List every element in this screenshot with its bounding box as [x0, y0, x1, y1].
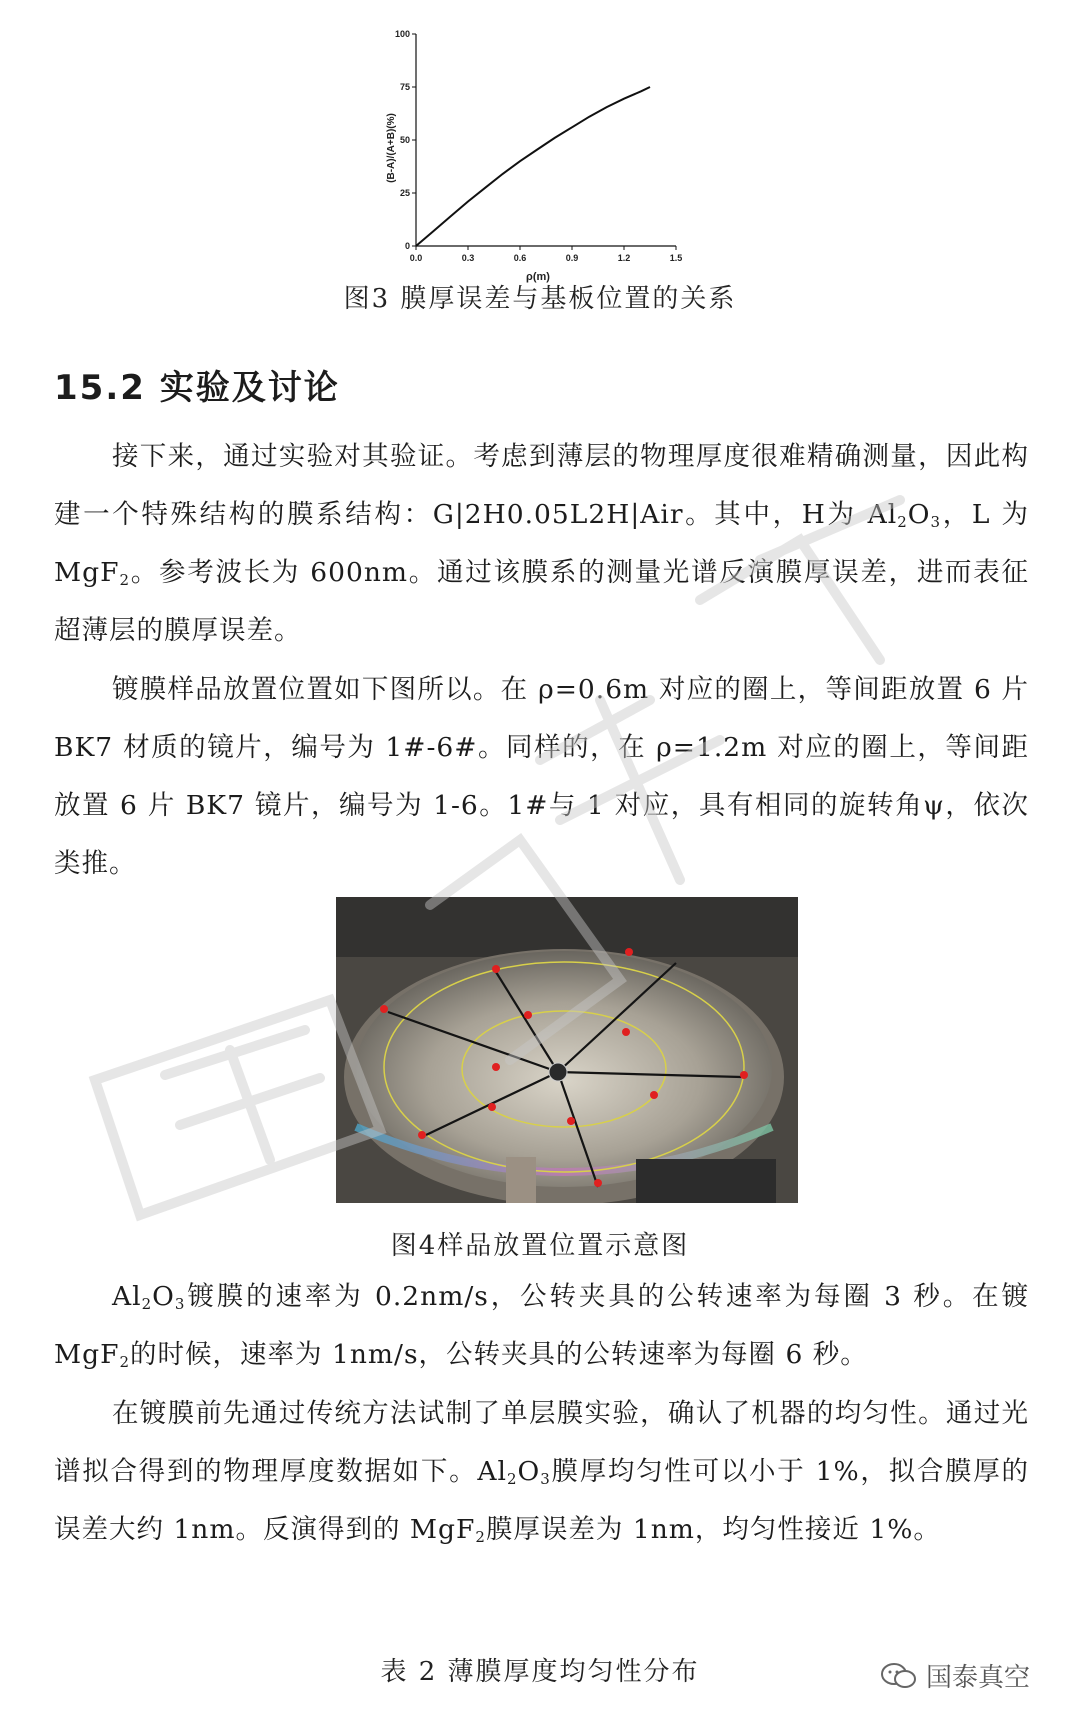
- y-tick-label: 25: [399, 188, 410, 198]
- x-tick-label: 1.5: [669, 253, 683, 263]
- x-tick-label: 0.6: [513, 253, 527, 263]
- y-tick-label: 100: [394, 29, 410, 39]
- paragraph-2: 镀膜样品放置位置如下图所以。在 ρ=0.6m 对应的圈上，等间距放置 6 片 BK7 材质的镜片，编号为 1#-6#。同样的，在 ρ=1.2m 对应的圈上，等间距放置 6 片 BK7 镜片，编号为 1-6。1#与 1 对应，具有相同的旋转角ψ，依次类推。: [54, 674, 1029, 879]
- x-tick-label: 0.3: [461, 253, 475, 263]
- figure-3-chart: [380, 18, 740, 290]
- paragraph-3: $Al_2O_3$镀膜的速率为 0.2nm/s，公转夹具的公转速率为每圈 3 秒。在镀 MgF$_2$的时候，速率为 1nm/s，公转夹具的公转速率为每圈 6 秒。: [54, 1281, 1029, 1371]
- series-line: [416, 87, 650, 246]
- x-axis-label: ρ(m): [526, 271, 550, 283]
- table-2-caption: 表 2 薄膜厚度均匀性分布: [380, 1657, 700, 1687]
- figure-4-caption: 图4样品放置位置示意图: [390, 1231, 690, 1261]
- y-tick-label: 50: [399, 135, 410, 145]
- paragraph-4: 在镀膜前先通过传统方法试制了单层膜实验，确认了机器的均匀性。通过光谱拟合得到的物理厚度数据如下。$Al_2O_3$膜厚均匀性可以小于 1%，拟合膜厚的误差大约 1nm。反演得到的 MgF$_2$膜厚误差为 1nm，均匀性接近 1%。: [54, 1398, 1029, 1546]
- footer-brand: [880, 1657, 1030, 1694]
- figure-4-photo: [336, 897, 798, 1203]
- y-tick-label: 0: [404, 241, 410, 251]
- x-tick-label: 0.9: [565, 253, 579, 263]
- y-axis-label: (B-A)/(A+B)(%): [386, 113, 397, 183]
- paragraph-1: 接下来，通过实验对其验证。考虑到薄层的物理厚度很难精确测量，因此构建一个特殊结构的膜系结构：G|2H0.05L2H|Air。其中，H为 $Al_2O_3$，L 为 MgF$_2$。参考波长为 600nm。通过该膜系的测量光谱反演膜厚误差，进而表征超薄层的膜厚误差。: [54, 441, 1029, 646]
- x-tick-label: 1.2: [617, 253, 631, 263]
- footer-brand-text: 国泰真空: [926, 1663, 1031, 1693]
- y-tick-label: 75: [399, 82, 410, 92]
- chart-svg: [380, 18, 740, 290]
- section-title: 15.2 实验及讨论: [54, 368, 340, 408]
- figure-3-caption: 图3 膜厚误差与基板位置的关系: [343, 284, 737, 314]
- x-tick-label: 0.0: [409, 253, 423, 263]
- wechat-icon: [880, 1662, 918, 1690]
